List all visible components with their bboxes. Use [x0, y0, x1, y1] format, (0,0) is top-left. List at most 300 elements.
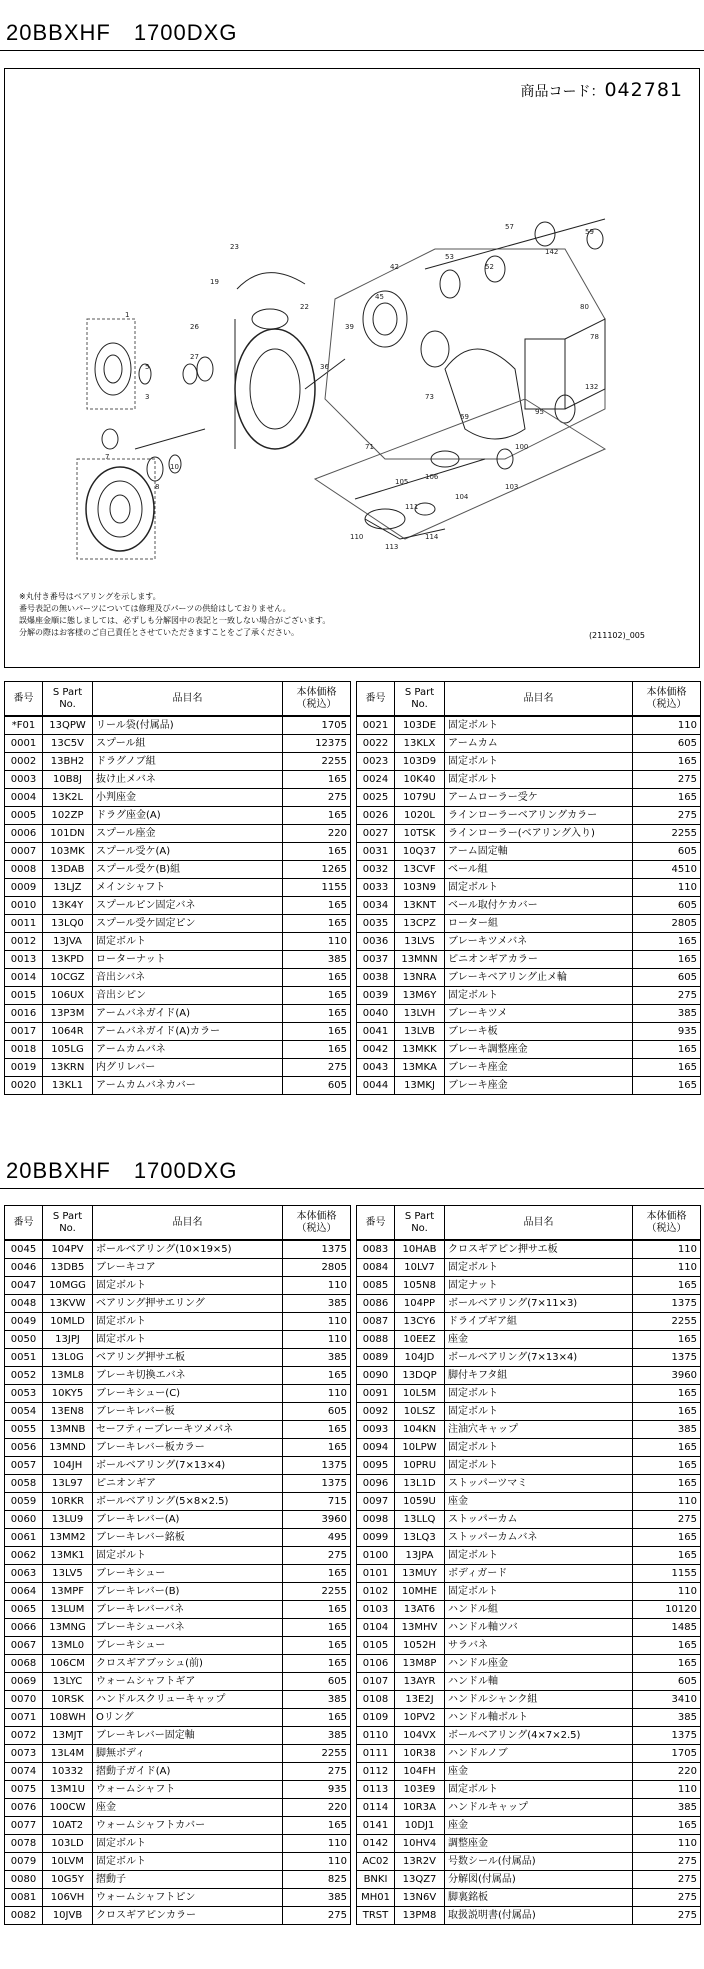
s-part-number: 13MNN [395, 951, 445, 969]
table-row [357, 1493, 701, 1511]
s-part-number: 10PRU [395, 1457, 445, 1475]
table-row [357, 1511, 701, 1529]
part-number: 0045 [5, 1240, 43, 1259]
table-row [357, 1403, 701, 1421]
part-number: 0073 [5, 1745, 43, 1763]
s-part-number: 102ZP [43, 807, 93, 825]
table-row [357, 1313, 701, 1331]
part-price: 165 [283, 1601, 351, 1619]
s-part-number: 1079U [395, 789, 445, 807]
part-number: 0021 [357, 716, 395, 735]
part-number: 0075 [5, 1781, 43, 1799]
svg-text:19: 19 [210, 278, 219, 286]
table-row [5, 951, 351, 969]
s-part-number: 10R3A [395, 1799, 445, 1817]
s-part-number: 105LG [43, 1041, 93, 1059]
table-row [5, 1059, 351, 1077]
part-price: 110 [633, 716, 701, 735]
s-part-number: 13MPF [43, 1583, 93, 1601]
part-number: 0006 [5, 825, 43, 843]
table-row [357, 1727, 701, 1745]
table-row [357, 753, 701, 771]
s-part-number: 10Q37 [395, 843, 445, 861]
s-part-number: 13ML0 [43, 1637, 93, 1655]
s-part-number: 10LVM [43, 1853, 93, 1871]
table-row [5, 969, 351, 987]
part-price: 935 [283, 1781, 351, 1799]
part-price: 1485 [633, 1619, 701, 1637]
part-price: 110 [283, 1835, 351, 1853]
part-price: 165 [633, 1277, 701, 1295]
part-number: 0034 [357, 897, 395, 915]
part-name: ハンドル座金 [445, 1655, 633, 1673]
part-number: 0104 [357, 1619, 395, 1637]
table-row [5, 933, 351, 951]
part-name: スプール組 [93, 735, 283, 753]
part-price: 165 [283, 1421, 351, 1439]
s-part-number: 13N6V [395, 1889, 445, 1907]
part-name: ドライブギア組 [445, 1313, 633, 1331]
table-row [357, 1691, 701, 1709]
part-number: 0090 [357, 1367, 395, 1385]
table-row [357, 1475, 701, 1493]
part-number: 0088 [357, 1331, 395, 1349]
s-part-number: 10DJ1 [395, 1817, 445, 1835]
part-price: 935 [633, 1023, 701, 1041]
title-rule [0, 50, 704, 51]
part-name: ボールベアリング(7×11×3) [445, 1295, 633, 1313]
s-part-number: 103N9 [395, 879, 445, 897]
table-row [5, 1655, 351, 1673]
s-part-number: 13ML8 [43, 1367, 93, 1385]
part-price: 110 [633, 1781, 701, 1799]
part-price: 165 [633, 1041, 701, 1059]
part-name: 固定ボルト [445, 753, 633, 771]
table-row [357, 1240, 701, 1259]
parts-table-1-right [356, 681, 701, 1095]
s-part-number: 13LYC [43, 1673, 93, 1691]
part-price: 220 [283, 1799, 351, 1817]
part-price: 1705 [283, 716, 351, 735]
part-name: ウォームシャフト [93, 1781, 283, 1799]
part-price: 165 [283, 1709, 351, 1727]
s-part-number: 10JVB [43, 1907, 93, 1925]
svg-text:1: 1 [125, 311, 130, 319]
col-name: 品目名 [93, 682, 283, 717]
s-part-number: 104JD [395, 1349, 445, 1367]
part-number: 0054 [5, 1403, 43, 1421]
part-name: 座金 [445, 1493, 633, 1511]
part-name: ブレーキレバー板 [93, 1403, 283, 1421]
parts-drawing [5, 69, 699, 589]
part-number: 0055 [5, 1421, 43, 1439]
part-number: 0080 [5, 1871, 43, 1889]
s-part-number: 13R2V [395, 1853, 445, 1871]
part-number: 0095 [357, 1457, 395, 1475]
col-price: 本体価格 （税込） [283, 1206, 351, 1241]
table-row [5, 1041, 351, 1059]
part-name: 音出シバネ [93, 969, 283, 987]
part-number: 0093 [357, 1421, 395, 1439]
s-part-number: 10TSK [395, 825, 445, 843]
part-number: 0087 [357, 1313, 395, 1331]
part-price: 1265 [283, 861, 351, 879]
svg-text:36: 36 [320, 363, 329, 371]
part-number: 0044 [357, 1077, 395, 1095]
part-name: 固定ボルト [445, 1439, 633, 1457]
part-name: サラバネ [445, 1637, 633, 1655]
table-row [5, 1673, 351, 1691]
table-row [357, 1023, 701, 1041]
s-part-number: 13LU9 [43, 1511, 93, 1529]
part-number: 0079 [5, 1853, 43, 1871]
part-number: 0049 [5, 1313, 43, 1331]
part-price: 605 [283, 1403, 351, 1421]
part-price: 165 [283, 969, 351, 987]
s-part-number: 13L97 [43, 1475, 93, 1493]
part-price: 10120 [633, 1601, 701, 1619]
part-number: *F01 [5, 716, 43, 735]
table-row [5, 1745, 351, 1763]
s-part-number: 13MKJ [395, 1077, 445, 1095]
note-line: ※丸付き番号はベアリングを示します。 [19, 592, 161, 601]
part-price: 110 [283, 933, 351, 951]
s-part-number: 13JVA [43, 933, 93, 951]
table-row [5, 987, 351, 1005]
table-row [5, 1799, 351, 1817]
table-row [5, 1493, 351, 1511]
s-part-number: 13JPA [395, 1547, 445, 1565]
table-row [5, 915, 351, 933]
part-price: 165 [633, 933, 701, 951]
s-part-number: 13MND [43, 1439, 93, 1457]
part-number: 0007 [5, 843, 43, 861]
part-price: 2255 [283, 1583, 351, 1601]
table-row [357, 1835, 701, 1853]
table-row [5, 1781, 351, 1799]
part-name: ブレーキシュー [93, 1637, 283, 1655]
table-row [5, 1565, 351, 1583]
part-name: 脚無ボディ [93, 1745, 283, 1763]
part-name: 号数シール(付属品) [445, 1853, 633, 1871]
part-name: 脚付キフタ組 [445, 1367, 633, 1385]
part-number: 0114 [357, 1799, 395, 1817]
part-price: 110 [633, 1583, 701, 1601]
part-number: 0105 [357, 1637, 395, 1655]
svg-text:73: 73 [425, 393, 434, 401]
part-price: 275 [283, 1763, 351, 1781]
part-name: クロスギアピン押サエ板 [445, 1240, 633, 1259]
part-name: ブレーキシュー(C) [93, 1385, 283, 1403]
table-row [357, 1385, 701, 1403]
part-price: 275 [283, 1547, 351, 1565]
page-title-2: 20BBXHF 1700DXG [6, 1158, 238, 1183]
part-number: 0025 [357, 789, 395, 807]
part-name: アームカムバネカバー [93, 1077, 283, 1095]
table-row [357, 1817, 701, 1835]
table-row [5, 1511, 351, 1529]
part-number: 0097 [357, 1493, 395, 1511]
part-number: 0096 [357, 1475, 395, 1493]
part-name: ブレーキ座金 [445, 1077, 633, 1095]
part-name: 固定ボルト [93, 933, 283, 951]
part-name: 座金 [93, 1799, 283, 1817]
table-row [357, 1763, 701, 1781]
col-spart: S Part No. [395, 1206, 445, 1241]
s-part-number: 13LQ0 [43, 915, 93, 933]
part-price: 12375 [283, 735, 351, 753]
part-number: 0112 [357, 1763, 395, 1781]
part-price: 385 [283, 1691, 351, 1709]
table-row [5, 1005, 351, 1023]
part-number: 0141 [357, 1817, 395, 1835]
title-rule-2 [0, 1188, 704, 1189]
part-name: ブレーキシューバネ [93, 1619, 283, 1637]
part-price: 165 [633, 1655, 701, 1673]
part-price: 275 [633, 1871, 701, 1889]
part-price: 220 [283, 825, 351, 843]
part-number: 0065 [5, 1601, 43, 1619]
part-number: 0053 [5, 1385, 43, 1403]
table-row [5, 1077, 351, 1095]
table-row [357, 1005, 701, 1023]
part-name: ベール取付ケカバー [445, 897, 633, 915]
part-price: 605 [633, 843, 701, 861]
col-name: 品目名 [93, 1206, 283, 1241]
part-price: 165 [283, 807, 351, 825]
part-name: 固定ボルト [445, 1457, 633, 1475]
part-name: ブレーキ調整座金 [445, 1041, 633, 1059]
svg-text:114: 114 [425, 533, 439, 541]
s-part-number: 13MUY [395, 1565, 445, 1583]
table-row [357, 1853, 701, 1871]
part-name: 固定ボルト [445, 716, 633, 735]
part-price: 1375 [633, 1727, 701, 1745]
part-name: 固定ボルト [445, 1583, 633, 1601]
table-row [5, 1817, 351, 1835]
s-part-number: 13MJT [43, 1727, 93, 1745]
svg-text:104: 104 [455, 493, 469, 501]
s-part-number: 103E9 [395, 1781, 445, 1799]
table-row [5, 1583, 351, 1601]
table-row [357, 1601, 701, 1619]
svg-text:78: 78 [590, 333, 599, 341]
part-name: ハンドル組 [445, 1601, 633, 1619]
s-part-number: 103DE [395, 716, 445, 735]
part-price: 220 [633, 1763, 701, 1781]
part-number: 0013 [5, 951, 43, 969]
part-number: 0078 [5, 1835, 43, 1853]
table-row [5, 1709, 351, 1727]
part-number: 0064 [5, 1583, 43, 1601]
part-price: 605 [633, 969, 701, 987]
s-part-number: 10K40 [395, 771, 445, 789]
svg-text:95: 95 [535, 408, 544, 416]
table-row [5, 1547, 351, 1565]
part-price: 110 [633, 1835, 701, 1853]
s-part-number: 13LLQ [395, 1511, 445, 1529]
part-price: 165 [633, 951, 701, 969]
part-name: ウォームシャフトピン [93, 1889, 283, 1907]
part-name: アームカム [445, 735, 633, 753]
part-number: 0084 [357, 1259, 395, 1277]
part-name: ブレーキツメ [445, 1005, 633, 1023]
part-name: ブレーキレバー固定軸 [93, 1727, 283, 1745]
part-number: 0063 [5, 1565, 43, 1583]
part-number: 0082 [5, 1907, 43, 1925]
col-no: 番号 [5, 682, 43, 717]
table-row [357, 789, 701, 807]
part-price: 605 [633, 897, 701, 915]
part-price: 2255 [283, 1745, 351, 1763]
part-price: 110 [283, 1313, 351, 1331]
part-name: ハンドル軸ボルト [445, 1709, 633, 1727]
part-name: アームバネガイド(A)カラー [93, 1023, 283, 1041]
table-row [357, 1745, 701, 1763]
s-part-number: 13EN8 [43, 1403, 93, 1421]
table-row [5, 1259, 351, 1277]
part-number: MH01 [357, 1889, 395, 1907]
s-part-number: 10CGZ [43, 969, 93, 987]
table-row [5, 1295, 351, 1313]
part-price: 275 [633, 1907, 701, 1925]
part-number: 0067 [5, 1637, 43, 1655]
table-row [357, 1277, 701, 1295]
part-name: ハンドルノブ [445, 1745, 633, 1763]
part-name: ブレーキ座金 [445, 1059, 633, 1077]
part-name: 固定ボルト [445, 1259, 633, 1277]
table-row [357, 1907, 701, 1925]
part-number: 0014 [5, 969, 43, 987]
part-price: 165 [633, 753, 701, 771]
part-price: 715 [283, 1493, 351, 1511]
table-row [5, 1331, 351, 1349]
part-name: ドラグノブ組 [93, 753, 283, 771]
part-price: 2805 [633, 915, 701, 933]
part-number: 0103 [357, 1601, 395, 1619]
part-number: 0057 [5, 1457, 43, 1475]
note-line: 番号表記の無いパーツについては修理及びパーツの供給はしておりません。 [19, 604, 291, 613]
s-part-number: 13C5V [43, 735, 93, 753]
col-name: 品目名 [445, 682, 633, 717]
part-price: 165 [633, 1547, 701, 1565]
part-name: ストッパーカム [445, 1511, 633, 1529]
part-price: 1375 [283, 1475, 351, 1493]
part-price: 110 [283, 1853, 351, 1871]
table-row [5, 1907, 351, 1925]
part-number: 0022 [357, 735, 395, 753]
part-name: ブレーキ切換エバネ [93, 1367, 283, 1385]
part-number: 0109 [357, 1709, 395, 1727]
part-name: ボールベアリング(5×8×2.5) [93, 1493, 283, 1511]
part-number: 0047 [5, 1277, 43, 1295]
part-price: 165 [633, 1403, 701, 1421]
part-number: 0089 [357, 1349, 395, 1367]
part-name: 固定ボルト [445, 771, 633, 789]
s-part-number: 13CY6 [395, 1313, 445, 1331]
table-row [5, 1421, 351, 1439]
s-part-number: 10RSK [43, 1691, 93, 1709]
s-part-number: 13M1U [43, 1781, 93, 1799]
part-name: ハンドル軸 [445, 1673, 633, 1691]
part-price: 275 [633, 771, 701, 789]
part-name: ブレーキレバー板カラー [93, 1439, 283, 1457]
part-name: 固定ボルト [93, 1835, 283, 1853]
s-part-number: 10MHE [395, 1583, 445, 1601]
part-number: 0056 [5, 1439, 43, 1457]
part-price: 605 [283, 1077, 351, 1095]
part-number: 0001 [5, 735, 43, 753]
s-part-number: 13LQ3 [395, 1529, 445, 1547]
part-number: 0048 [5, 1295, 43, 1313]
table-row [5, 1349, 351, 1367]
part-name: ブレーキシュー [93, 1565, 283, 1583]
table-row [5, 1277, 351, 1295]
part-price: 385 [633, 1421, 701, 1439]
table-row [357, 716, 701, 735]
part-number: AC02 [357, 1853, 395, 1871]
table-row [5, 771, 351, 789]
part-price: 110 [283, 1331, 351, 1349]
s-part-number: 10HV4 [395, 1835, 445, 1853]
part-number: 0060 [5, 1511, 43, 1529]
part-number: 0113 [357, 1781, 395, 1799]
part-name: 抜け止メバネ [93, 771, 283, 789]
table-row [5, 1853, 351, 1871]
part-number: 0058 [5, 1475, 43, 1493]
part-number: 0111 [357, 1745, 395, 1763]
part-name: 小判座金 [93, 789, 283, 807]
part-name: セーフティーブレーキツメバネ [93, 1421, 283, 1439]
svg-text:80: 80 [580, 303, 589, 311]
s-part-number: 13CVF [395, 861, 445, 879]
part-name: ウォームシャフトギア [93, 1673, 283, 1691]
part-price: 1375 [633, 1295, 701, 1313]
part-number: 0142 [357, 1835, 395, 1853]
part-name: ベアリング押サエリング [93, 1295, 283, 1313]
part-number: 0039 [357, 987, 395, 1005]
s-part-number: 100CW [43, 1799, 93, 1817]
part-name: ピニオンギア [93, 1475, 283, 1493]
svg-text:132: 132 [585, 383, 599, 391]
table-row [357, 1041, 701, 1059]
table-row [357, 951, 701, 969]
s-part-number: 13M6Y [395, 987, 445, 1005]
part-number: 0074 [5, 1763, 43, 1781]
part-name: ストッパーツマミ [445, 1475, 633, 1493]
table-row [357, 1259, 701, 1277]
table-row [357, 1655, 701, 1673]
part-price: 1375 [283, 1457, 351, 1475]
part-number: 0042 [357, 1041, 395, 1059]
part-name: ローター組 [445, 915, 633, 933]
svg-text:111: 111 [405, 503, 419, 511]
s-part-number: 13PM8 [395, 1907, 445, 1925]
part-number: 0010 [5, 897, 43, 915]
col-spart: S Part No. [43, 682, 93, 717]
s-part-number: 10R38 [395, 1745, 445, 1763]
svg-text:52: 52 [485, 263, 494, 271]
part-name: クロスギアブッシュ(前) [93, 1655, 283, 1673]
col-name: 品目名 [445, 1206, 633, 1241]
part-name: ハンドルキャップ [445, 1799, 633, 1817]
part-name: ボールベアリング(4×7×2.5) [445, 1727, 633, 1745]
table-row [5, 807, 351, 825]
part-number: 0061 [5, 1529, 43, 1547]
part-price: 495 [283, 1529, 351, 1547]
part-price: 385 [633, 1005, 701, 1023]
product-code-label: 商品コード： [520, 84, 605, 100]
